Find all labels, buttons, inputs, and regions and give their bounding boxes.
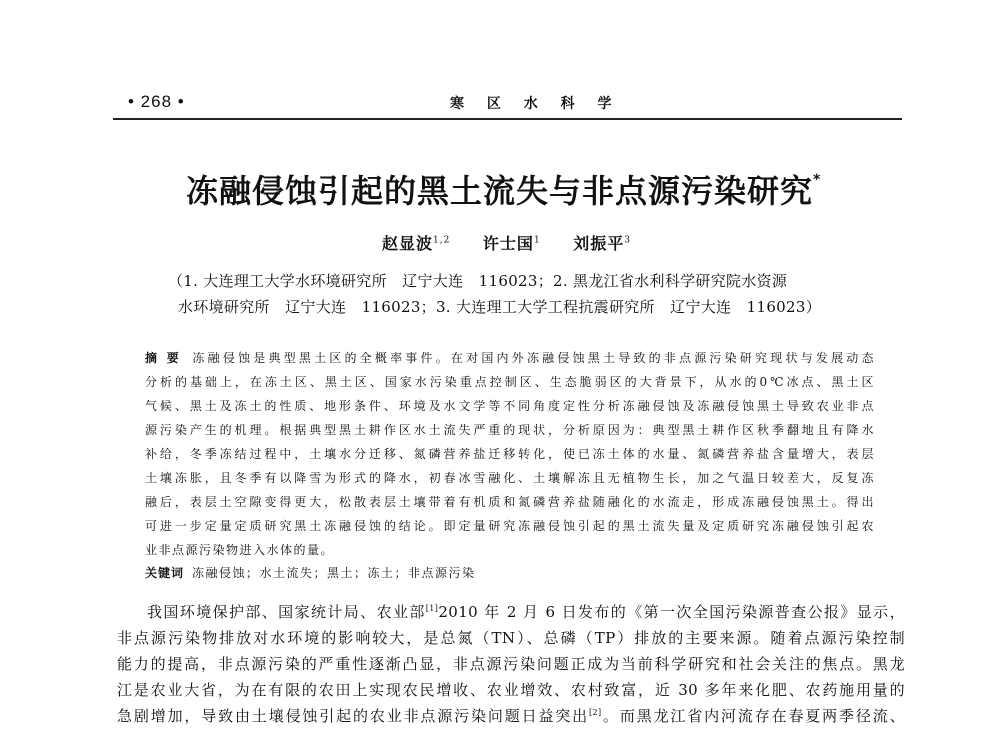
keywords-line <box>145 564 875 581</box>
abstract-line: 可进一步定量定质研究黑土冻融侵蚀的结论。即定量研究冻融侵蚀引起的黑土流失量及定质研究冻融侵蚀引起农 <box>145 519 875 533</box>
abstract-line: 源污染产生的机理。根据典型黑土耕作区水土流失严重的现状，分析原因为：典型黑土耕作区秋季翻地且有降水 <box>145 423 875 437</box>
header-rule <box>113 118 902 120</box>
abstract-line: 摘要 冻融侵蚀是典型黑土区的全概率事件。在对国内外冻融侵蚀黑土导致的非点源污染研究现状与发展动态 <box>145 351 875 365</box>
body-line: 能力的提高，非点源污染的严重性逐渐凸显，非点源污染问题正成为当前科学研究和社会关注的焦点。黑龙 <box>117 655 905 673</box>
abstract-line: 融后，表层土空隙变得更大，松散表层土壤带着有机质和氮磷营养盐随融化的水流走，形成冻融侵蚀黑土。得出 <box>145 495 875 509</box>
abstract-line: 土壤冻胀，且冬季有以降雪为形式的降水，初春冰雪融化、土壤解冻且无植物生长，加之气温日较差大，反复冻 <box>145 471 875 485</box>
article-title <box>186 166 821 212</box>
article-title-text: 冻融侵蚀引起的黑土流失与非点源污染研究 <box>186 172 814 210</box>
body-line: 我国环境保护部、国家统计局、农业部[1]2010 年 2 月 6 日发布的《第一次全国污染源普查公报》显示， <box>147 603 905 621</box>
author-list <box>382 231 657 254</box>
author-name: 许士国$^1$ <box>482 234 541 253</box>
affiliation-line: （1. 大连理工大学水环境研究所 辽宁大连 116023；2. 黑龙江省水利科学研究院水资源 <box>168 272 788 290</box>
author-name: 赵显波$^{1,2}$ <box>382 234 451 253</box>
page-number: • 268 • <box>128 92 185 111</box>
body-line: 江是农业大省，为在有限的农田上实现农民增收、农业增效、农村致富，近 30 多年来化肥、农药施用量的 <box>117 681 905 699</box>
author-name: 刘振平$^3$ <box>573 234 631 253</box>
abstract-line: 分析的基础上，在冻土区、黑土区、国家水污染重点控制区、生态脆弱区的大背景下，从水的0℃冰点、黑土区 <box>145 375 875 389</box>
affiliation-line: 水环境研究所 辽宁大连 116023；3. 大连理工大学工程抗震研究所 辽宁大连 116023） <box>178 298 822 316</box>
journal-name: 寒 区 水 科 学 <box>450 96 621 112</box>
title-footnote-mark: * <box>813 172 822 189</box>
body-line: 急剧增加，导致由土壤侵蚀引起的农业非点源污染问题日益突出[2]。而黑龙江省内河流存在春夏两季径流、 <box>117 707 906 725</box>
abstract-line: 气候、黑土及冻土的性质、地形条件、环境及水文学等不同角度定性分析冻融侵蚀及冻融侵蚀黑土导致农业非点 <box>145 399 875 413</box>
keywords-text: 冻融侵蚀；水土流失；黑土；冻土；非点源污染 <box>192 566 476 580</box>
abstract-label: 摘要 <box>145 351 189 365</box>
body-line: 非点源污染物排放对水环境的影响较大，是总氮（TN）、总磷（TP）排放的主要来源。随着点源污染控制 <box>117 629 905 647</box>
keywords-label: 关键词 <box>145 566 185 580</box>
abstract-line: 业非点源污染物进入水体的量。 <box>145 543 335 557</box>
abstract-line: 补给，冬季冻结过程中，土壤水分迁移、氮磷营养盐迁移转化，使已冻土体的水量、氮磷营养盐含量增大，表层 <box>145 447 875 461</box>
